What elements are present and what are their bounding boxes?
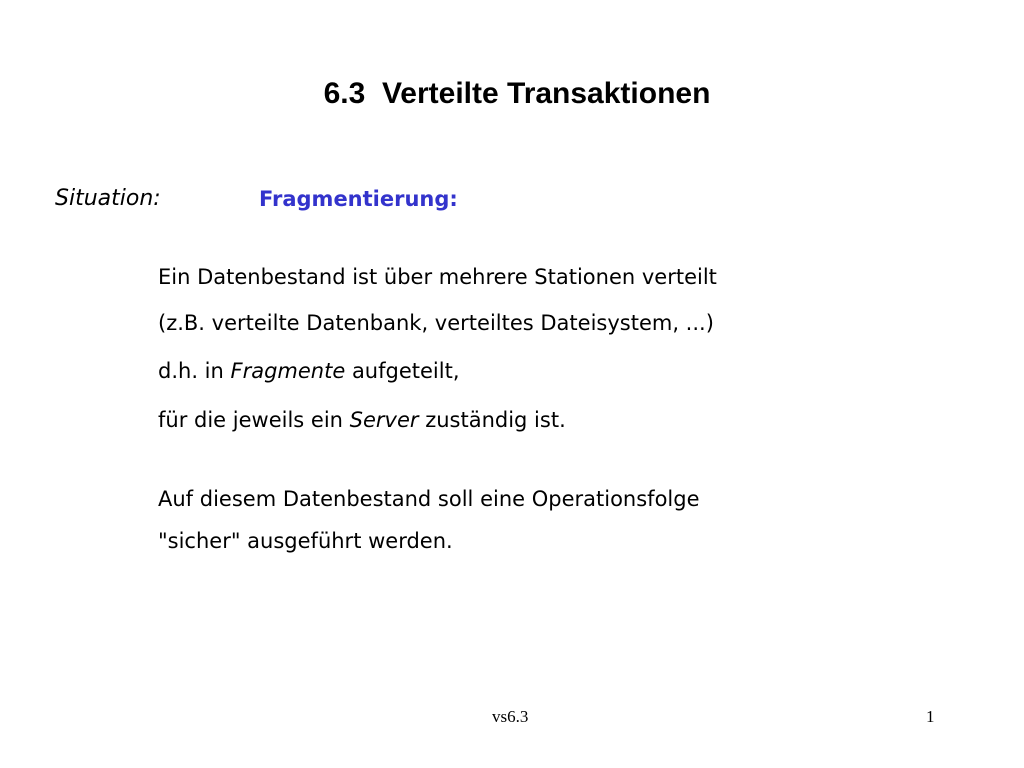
fragmente-term: Fragmente (230, 359, 346, 383)
body-line-4-start: für die jeweils ein (158, 408, 350, 432)
body-line-3 (158, 356, 460, 386)
body-line-1: Ein Datenbestand ist über mehrere Stationen verteilt (158, 265, 717, 289)
body-line-3-start: d.h. in (158, 359, 231, 383)
page-number: 1 (926, 707, 935, 726)
server-term: Server (349, 408, 419, 432)
body-line-5: Auf diesem Datenbestand soll eine Operationsfolge (158, 487, 700, 511)
slide-title: 6.3 Verteilte Transaktionen (323, 77, 711, 110)
body-line-2: (z.B. verteilte Datenbank, verteiltes Dateisystem, ...) (158, 311, 714, 335)
body-line-6: "sicher" ausgeführt werden. (158, 529, 453, 553)
footer-slide-id: vs6.3 (492, 707, 529, 726)
body-line-3-end: aufgeteilt, (345, 359, 460, 383)
body-line-4-end: zuständig ist. (418, 408, 566, 432)
situation-label: Situation: (55, 186, 161, 211)
fragmentation-heading: Fragmentierung: (259, 187, 458, 211)
body-line-4 (158, 405, 566, 435)
